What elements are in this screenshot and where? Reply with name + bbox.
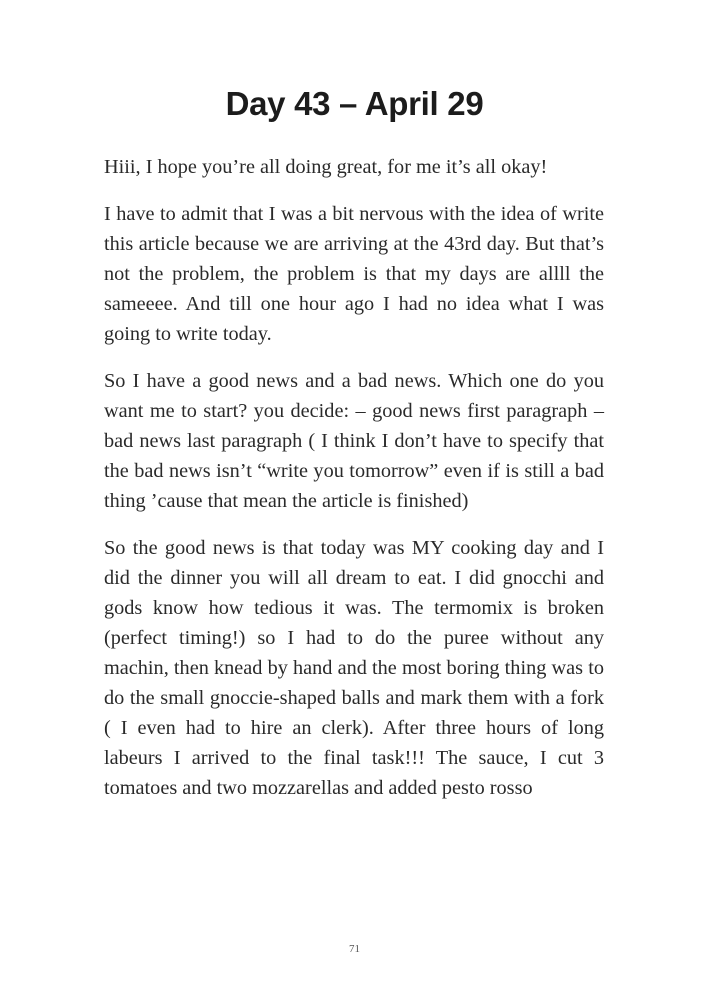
page-number: 71 bbox=[349, 943, 360, 955]
paragraph-1: Hiii, I hope you’re all doing great, for me it’s all okay! bbox=[104, 156, 548, 178]
chapter-title: Day 43 – April 29 bbox=[225, 85, 484, 122]
paragraph-4: So the good news is that today was MY cooking day and I did the dinner you will all dream to eat. I did gnocchi and gods know how tedious it was. The termomix is broken (perfect timing!) so I had to do the puree without any machin, then knead by hand and the most boring thing was to do the small gnoccie-shaped balls and mark them with a fork ( I even had to hire an clerk). After three hours of long labeurs I arrived to the final task!!! The sauce, I cut 3 tomatoes and two mozzarellas and added pesto rosso bbox=[104, 537, 604, 799]
paragraph-2: I have to admit that I was a bit nervous with the idea of write this article because we are arriving at the 43rd day. But that’s not the problem, the problem is that my days are allll the sameeee. And till one hour ago I had no idea what I was going to write today. bbox=[104, 203, 604, 345]
chapter-body bbox=[104, 152, 604, 820]
paragraph-3: So I have a good news and a bad news. Which one do you want me to start? you decide: – good news first paragraph – bad news last paragraph ( I think I don’t have to specify that the bad news isn’t “write you tomorrow” even if is still a bad thing ’cause that mean the article is finished) bbox=[104, 370, 604, 512]
